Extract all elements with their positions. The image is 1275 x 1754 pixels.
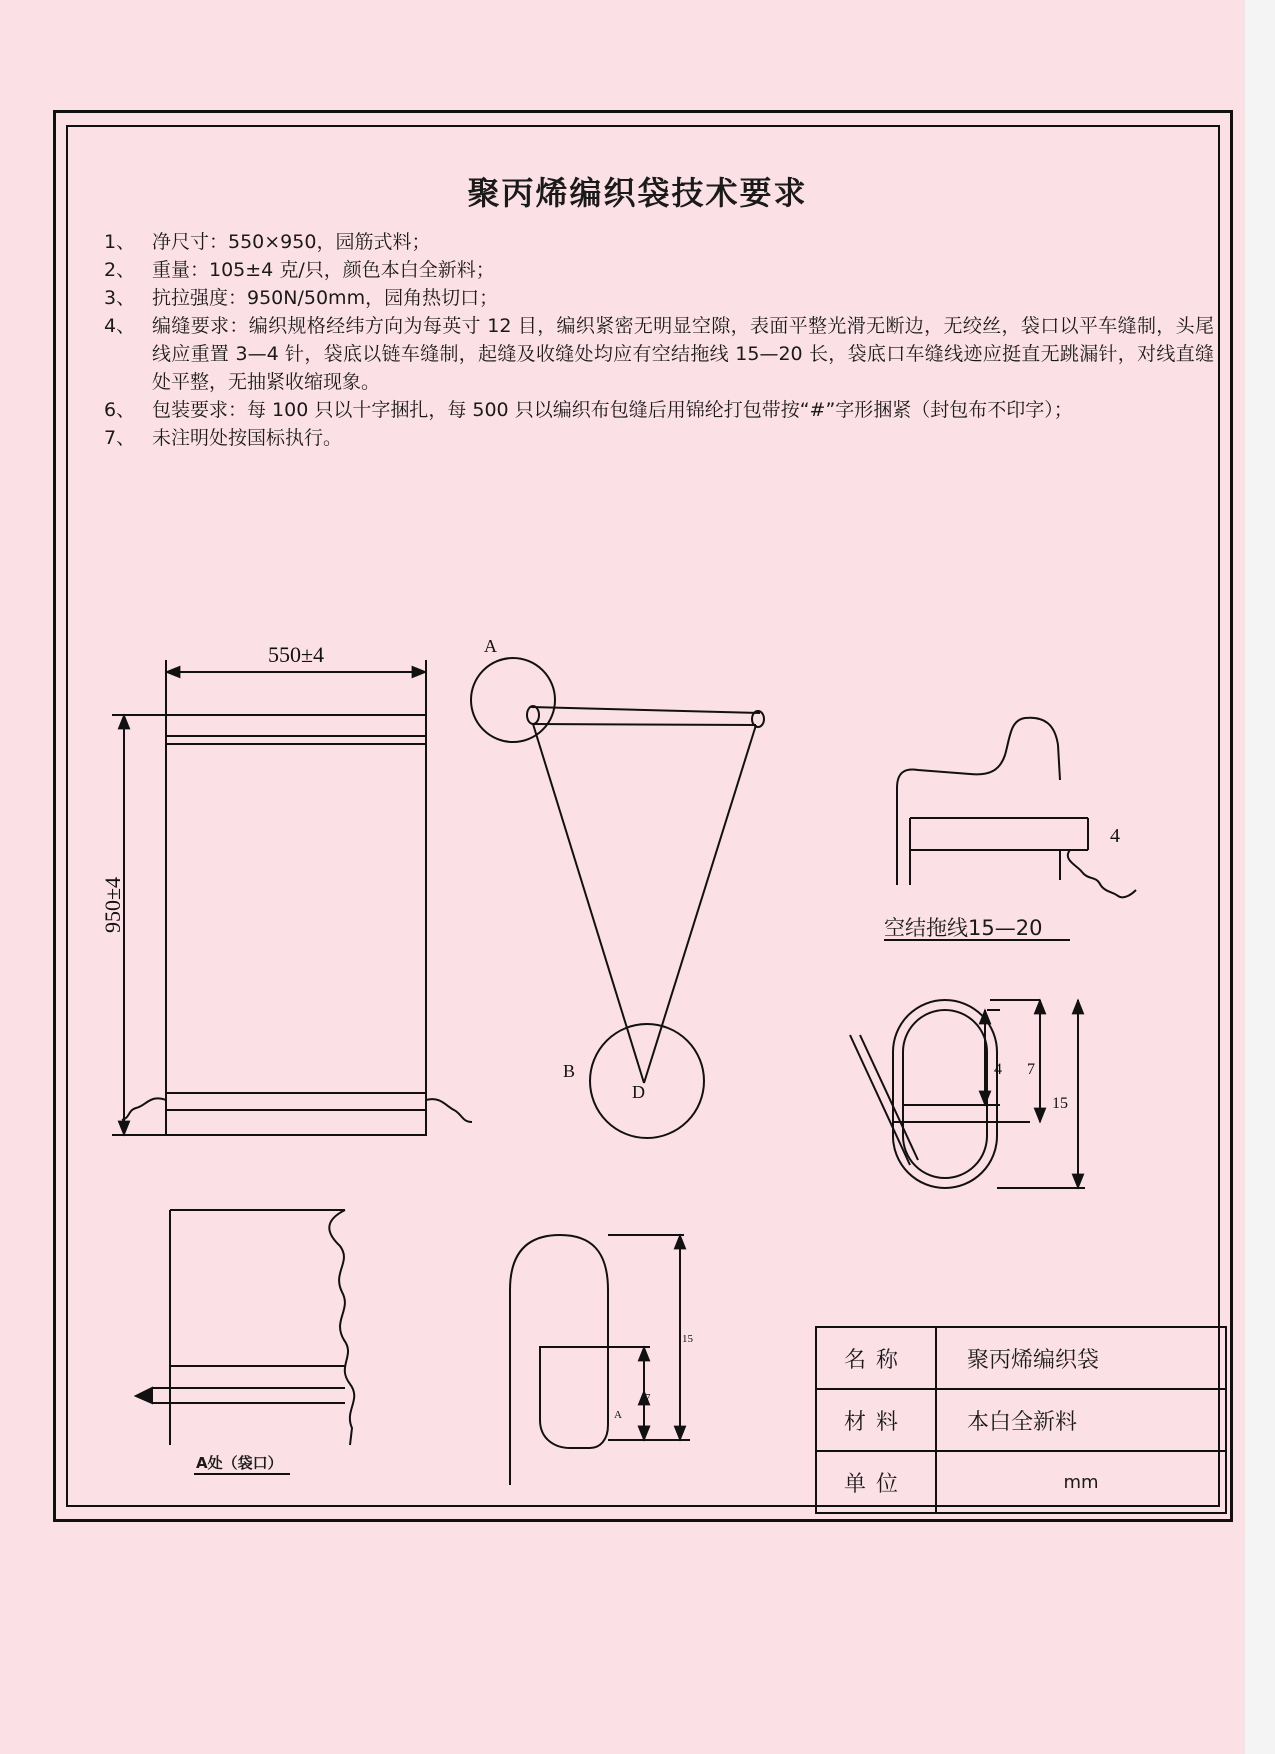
dim-7-label: 7 [1027, 1061, 1035, 1078]
bag-side-view [471, 636, 764, 1138]
requirement-number: 2、 [104, 259, 136, 281]
side-edge-line [644, 725, 756, 1083]
mouth-bottom-line [534, 724, 756, 725]
mouth-top-line [531, 707, 760, 713]
unit-label: 单位 [816, 1451, 936, 1513]
requirement-number: 6、 [104, 399, 136, 421]
needle-tip [136, 1388, 152, 1403]
mouth-detail [136, 1210, 354, 1474]
right-tail-thread [426, 1099, 472, 1122]
dim-4-label: 4 [994, 1061, 1002, 1078]
material-label: 材料 [816, 1389, 936, 1451]
title-block-row [816, 1451, 1226, 1513]
side-edge-line [533, 724, 644, 1083]
requirement-text: 净尺寸：550×950，园筋式料； [152, 231, 431, 253]
outer-fold-line [893, 1052, 1030, 1122]
fold-inner-curve [540, 1347, 644, 1448]
tail-thread-detail [884, 718, 1136, 940]
tail-dimension-label: 4 [1110, 825, 1120, 847]
bag-outline [166, 715, 426, 1135]
inner-fold-line [903, 1052, 987, 1105]
bag-corner-outline [897, 718, 1060, 788]
tail-thread-curve [1068, 850, 1136, 897]
requirement-number: 1、 [104, 231, 136, 253]
requirement-text: 重量：105±4 克/只，颜色本白全新料； [152, 259, 495, 281]
mouth-caption: A处（袋口） [196, 1454, 283, 1472]
hem-cross-section [850, 1000, 1085, 1188]
bag-front-view [100, 642, 472, 1135]
requirement-text: 包装要求：每 100 只以十字捆扎，每 500 只以编织布包缝后用锦纶打包带按“#”字形捆紧（封包布不印字）； [152, 399, 1073, 421]
detail-circle-b [590, 1024, 704, 1138]
name-label: 名称 [816, 1327, 936, 1389]
material-value: 本白全新料 [936, 1389, 1226, 1451]
point-b-label: B [563, 1061, 576, 1081]
title-block [815, 1326, 1227, 1514]
fabric-torn-edge [329, 1210, 354, 1445]
fabric-line [850, 1035, 910, 1165]
dim-15-label: 15 [682, 1333, 693, 1345]
requirement-number: 3、 [104, 287, 136, 309]
detail-circle-a [471, 658, 555, 742]
tail-caption: 空结拖线15—20 [884, 916, 1043, 940]
requirement-text: 未注明处按国标执行。 [152, 427, 343, 449]
height-dimension-label: 950±4 [100, 876, 125, 934]
requirement-number: 4、 [104, 315, 136, 337]
dim-15-label: 15 [1052, 1095, 1068, 1112]
title-block-row [816, 1327, 1226, 1389]
folded-hem-profile [510, 1235, 694, 1485]
width-dimension-label: 550±4 [267, 642, 325, 667]
mouth-end-ellipse [527, 706, 539, 724]
left-tail-thread [122, 1098, 166, 1120]
title-block-row [816, 1389, 1226, 1451]
dim-a-label: A [614, 1409, 622, 1421]
requirement-text: 抗拉强度：950N/50mm，园角热切口； [152, 287, 499, 309]
name-value: 聚丙烯编织袋 [936, 1327, 1226, 1389]
requirement-number: 7、 [104, 427, 136, 449]
point-d-label: D [632, 1082, 645, 1102]
dim-7-label: 7 [645, 1392, 651, 1404]
unit-value: mm [936, 1451, 1226, 1513]
requirement-text: 编缝要求：编织规格经纬方向为每英寸 12 目，编织紧密无明显空隙，表面平整光滑无断边，无绞丝，袋口以平车缝制，头尾线应重置 3—4 针，袋底以链车缝制，起缝及收缝处均应有空结拖线 15—20 长，袋底口车缝线迹应挺直无跳漏针，对线直缝处平整，无抽紧收缩现象。 [152, 315, 1214, 393]
document-title: 聚丙烯编织袋技术要求 [467, 174, 808, 212]
point-a-label: A [484, 636, 497, 656]
fabric-line [860, 1035, 918, 1160]
